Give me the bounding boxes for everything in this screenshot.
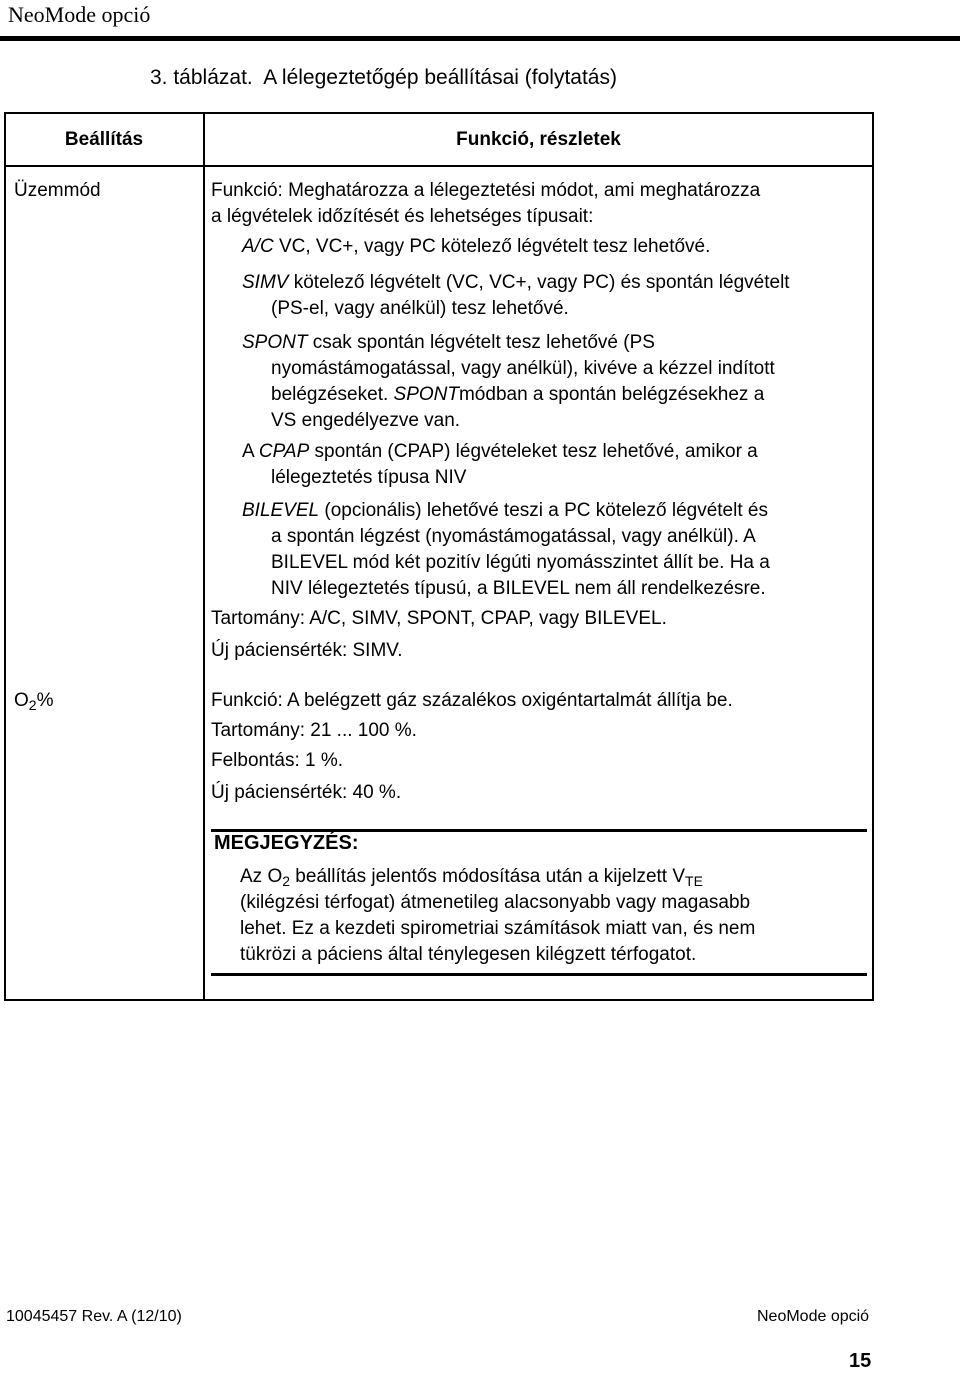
mode-range: Tartomány: A/C, SIMV, SPONT, CPAP, vagy BILEVEL. — [211, 608, 667, 629]
setting-mode: Üzemmód — [14, 180, 101, 201]
setting-o2 — [14, 688, 53, 714]
o2-function: Funkció: A belégzett gáz százalékos oxigéntartalmát állítja be. — [211, 690, 733, 711]
mode-cpap-line — [242, 439, 758, 465]
o2-resolution: Felbontás: 1 %. — [211, 750, 344, 771]
mode-ac-line — [242, 234, 710, 260]
footer-doc-id: 10045457 Rev. A (12/10) — [6, 1308, 182, 1325]
table-caption: 3. táblázat. A lélegeztetőgép beállításai (folytatás) — [150, 66, 617, 89]
mode-spont-cont2 — [271, 382, 764, 408]
mode-cpap-term: CPAP — [258, 441, 310, 462]
running-head: NeoMode opció — [8, 2, 151, 27]
mode-cpap-a: A — [242, 441, 259, 462]
mode-spont-cont2b: módban a spontán belégzésekhez a — [458, 384, 765, 405]
mode-simv-line — [242, 270, 790, 296]
o2-default: Új páciensérték: 40 %. — [211, 782, 402, 803]
mode-spont-cont3: VS engedélyezve van. — [271, 410, 461, 431]
mode-ac-term: A/C — [242, 236, 274, 257]
mode-cpap-text: spontán (CPAP) légvételeket tesz lehetővé, amikor a — [309, 441, 758, 462]
header-rule — [0, 36, 960, 41]
mode-spont-term: SPONT — [242, 332, 308, 353]
mode-bilevel-cont3: NIV lélegeztetés típusú, a BILEVEL nem áll rendelkezésre. — [271, 578, 766, 599]
o2-subscript: 2 — [28, 697, 37, 713]
mode-bilevel-cont1: a spontán légzést (nyomástámogatással, vagy anélkül). A — [271, 526, 756, 547]
column-header-setting: Beállítás — [64, 129, 144, 150]
note-l1-sub2: TE — [685, 873, 703, 889]
note-line1 — [240, 864, 703, 890]
note-rule-bottom — [211, 973, 867, 976]
mode-function-line1: Funkció: Meghatározza a lélegeztetési módot, ami meghatározza — [211, 180, 761, 201]
note-l1-sub: 2 — [282, 873, 291, 889]
mode-default: Új páciensérték: SIMV. — [211, 640, 403, 661]
mode-bilevel-term: BILEVEL — [242, 500, 320, 521]
o2-range: Tartomány: 21 ... 100 %. — [211, 720, 417, 741]
mode-spont-line — [242, 330, 655, 356]
mode-bilevel-cont2: BILEVEL mód két pozitív légúti nyomásszintet állít be. Ha a — [271, 552, 770, 573]
settings-table — [4, 112, 874, 1001]
mode-bilevel-line — [242, 498, 768, 524]
mode-simv-term: SIMV — [242, 272, 289, 293]
mode-spont-cont1: nyomástámogatással, vagy anélkül), kivéve a kézzel indított — [271, 358, 775, 379]
note-l1a: Az O — [240, 866, 283, 887]
o2-unit: % — [36, 690, 54, 711]
mode-simv-cont: (PS-el, vagy anélkül) tesz lehetővé. — [271, 298, 569, 319]
o2-label: O — [14, 690, 29, 711]
mode-spont-cont2a: belégzéseket. — [271, 384, 394, 405]
note-line4: tükrözi a páciens által ténylegesen kilégzett térfogatot. — [240, 944, 697, 965]
mode-cpap-cont: lélegeztetés típusa NIV — [271, 467, 467, 488]
column-divider — [203, 114, 205, 999]
note-line2: (kilégzési térfogat) átmenetileg alacsonyabb vagy magasabb — [240, 892, 751, 913]
mode-ac-text: VC, VC+, vagy PC kötelező légvételt tesz lehetővé. — [273, 236, 711, 257]
mode-function-line2: a légvételek időzítését és lehetséges típusait: — [211, 206, 594, 227]
mode-simv-text: kötelező légvételt (VC, VC+, vagy PC) és spontán légvételt — [288, 272, 790, 293]
mode-spont-text: csak spontán légvételt tesz lehetővé (PS — [307, 332, 655, 353]
header-divider — [6, 165, 872, 167]
column-header-function: Funkció, részletek — [456, 129, 621, 150]
note-l1b: beállítás jelentős módosítása után a kijelzett V — [290, 866, 686, 887]
mode-bilevel-text: (opcionális) lehetővé teszi a PC kötelező légvételt és — [319, 500, 768, 521]
note-line3: lehet. Ez a kezdeti spirometriai számítások miatt van, és nem — [240, 918, 756, 939]
page-number: 15 — [849, 1350, 872, 1372]
note-title: MEGJEGYZÉS: — [214, 832, 359, 854]
footer-product: NeoMode opció — [757, 1308, 870, 1325]
mode-spont-cont2-term: SPONT — [393, 384, 459, 405]
